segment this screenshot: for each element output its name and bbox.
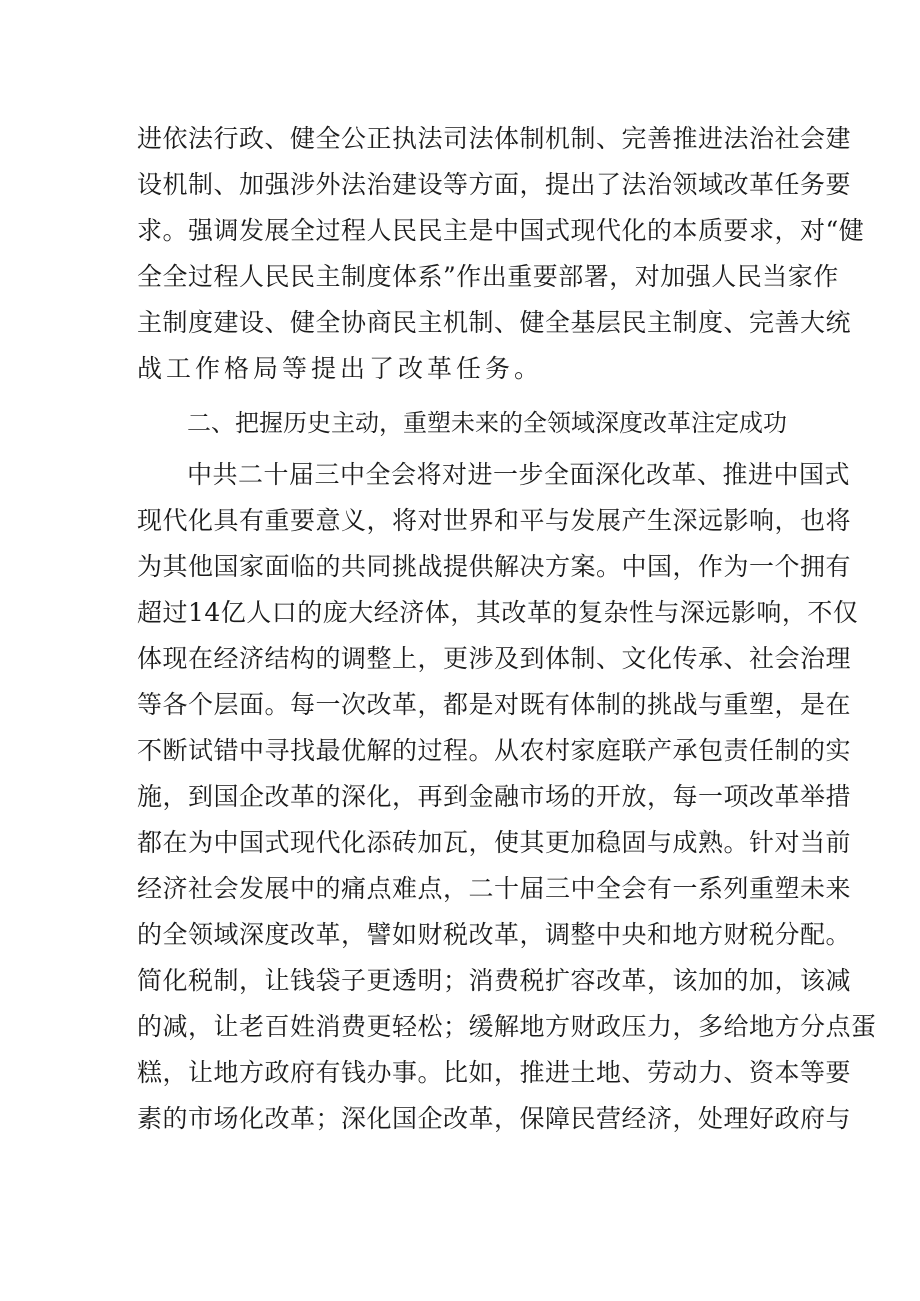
text-line: 体现在经济结构的调整上，更涉及到体制、文化传承、社会治理 [137,644,852,673]
text-line: 不断试错中寻找最优解的过程。从农村家庭联产承包责任制的实 [137,736,852,765]
text-line: 施，到国企改革的深化，再到金融市场的开放，每一项改革举措 [137,782,852,811]
text-line: 求。强调发展全过程人民民主是中国式现代化的本质要求，对“健 [137,216,865,245]
text-line: 超过14亿人口的庞大经济体，其改革的复杂性与深远影响，不仅 [137,598,859,627]
text-line: 设机制、加强涉外法治建设等方面，提出了法治领域改革任务要 [137,170,852,199]
text-line: 都在为中国式现代化添砖加瓦，使其更加稳固与成熟。针对当前 [137,828,852,857]
text-line: 糕，让地方政府有钱办事。比如，推进土地、劳动力、资本等要 [137,1058,852,1087]
text-line: 现代化具有重要意义，将对世界和平与发展产生深远影响，也将 [137,506,852,535]
text-line: 中共二十届三中全会将对进一步全面深化改革、推进中国式 [187,460,851,489]
text-line: 战工作格局等提出了改革任务。 [137,354,544,383]
text-line: 经济社会发展中的痛点难点，二十届三中全会有一系列重塑未来 [137,874,852,903]
text-line: 全全过程人民民主制度体系”作出重要部署，对加强人民当家作 [137,262,839,291]
text-line: 的减，让老百姓消费更轻松；缓解地方财政压力，多给地方分点蛋 [137,1012,877,1041]
text-line: 进依法行政、健全公正执法司法体制机制、完善推进法治社会建 [137,124,852,153]
text-line: 为其他国家面临的共同挑战提供解决方案。中国，作为一个拥有 [137,552,852,581]
text-line: 简化税制，让钱袋子更透明；消费税扩容改革，该加的加，该减 [137,966,852,995]
section-heading: 二、把握历史主动，重塑未来的全领域深度改革注定成功 [187,409,787,437]
text-line: 等各个层面。每一次改革，都是对既有体制的挑战与重塑，是在 [137,690,852,719]
text-line: 主制度建设、健全协商民主机制、健全基层民主制度、完善大统 [137,308,852,337]
text-line: 的全领域深度改革，譬如财税改革，调整中央和地方财税分配。 [137,920,852,949]
text-line: 素的市场化改革；深化国企改革，保障民营经济，处理好政府与 [137,1104,852,1133]
